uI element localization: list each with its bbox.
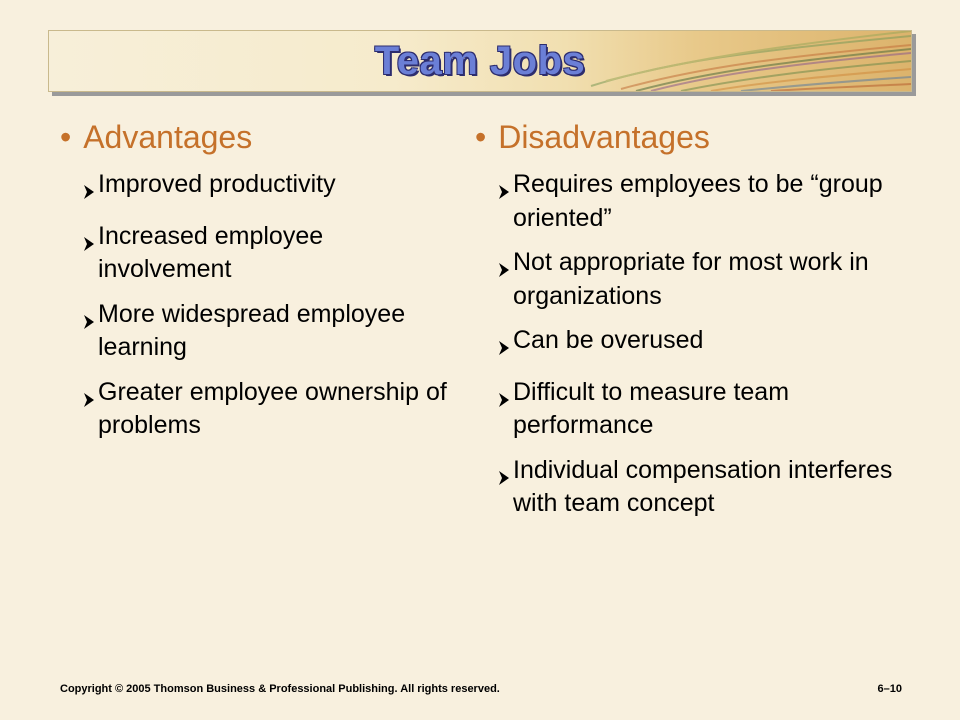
list-item xyxy=(499,246,915,313)
list-item-text: Greater employee ownership of problems xyxy=(98,377,447,440)
list-item xyxy=(499,168,915,235)
list-item xyxy=(84,298,460,365)
bullet-dot-icon: • xyxy=(475,119,487,155)
title-banner xyxy=(48,30,912,92)
list-item-text: Requires employees to be “group oriented” xyxy=(513,170,883,232)
arrow-bullet-icon xyxy=(499,246,509,313)
list-item xyxy=(84,220,460,287)
arrow-bullet-icon xyxy=(84,376,94,443)
disadvantages-column xyxy=(475,118,915,532)
bullet-dot-icon: • xyxy=(60,119,72,155)
disadvantages-heading-text: Disadvantages xyxy=(498,119,710,155)
list-item-text: Can be overused xyxy=(513,326,704,355)
arrow-bullet-icon xyxy=(499,168,509,235)
list-item-text: Increased employee involvement xyxy=(98,221,324,284)
list-item xyxy=(499,454,915,521)
slide-title: Team Jobs xyxy=(374,39,586,83)
advantages-column xyxy=(60,118,460,454)
arrow-bullet-icon xyxy=(84,298,94,365)
list-item xyxy=(499,324,915,365)
page-number: 6–10 xyxy=(877,683,902,695)
arrow-bullet-icon xyxy=(499,324,509,365)
disadvantages-heading xyxy=(475,118,915,156)
list-item-text: Individual compensation interferes with team concept xyxy=(513,455,893,518)
list-item xyxy=(84,168,460,209)
copyright-notice: Copyright © 2005 Thomson Business & Professional Publishing. All rights reserved. xyxy=(60,683,500,695)
advantages-heading xyxy=(60,118,460,156)
arrow-bullet-icon xyxy=(84,220,94,287)
arrow-bullet-icon xyxy=(499,376,509,443)
arrow-bullet-icon xyxy=(499,454,509,521)
list-item xyxy=(84,376,460,443)
list-item-text: Not appropriate for most work in organizations xyxy=(513,248,869,310)
list-item-text: More widespread employee learning xyxy=(98,299,406,362)
arrow-bullet-icon xyxy=(84,168,94,209)
list-item xyxy=(499,376,915,443)
list-item-text: Difficult to measure team performance xyxy=(513,377,790,440)
advantages-heading-text: Advantages xyxy=(83,119,253,155)
list-item-text: Improved productivity xyxy=(98,170,336,199)
